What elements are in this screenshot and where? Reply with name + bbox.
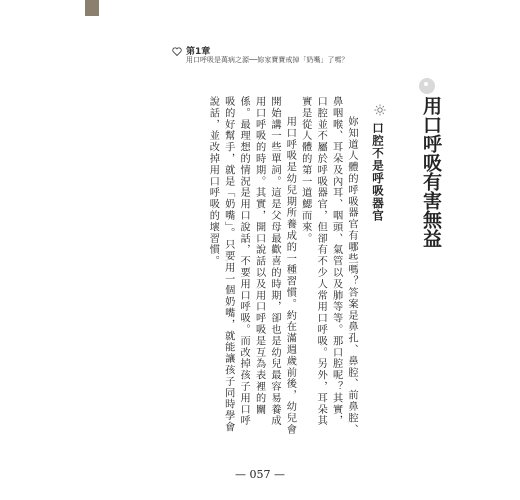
paragraph: 用口呼吸是幼兒期所養成的一種習慣。約在滿週歲前後，幼兒會開始講一些單詞。這是父母最歡喜的時期，卻也是幼兒最容易養成用口呼吸的時期。其實，開口說話以及用口呼吸是互為表裡的關係。最理想的情況是用口說話，不要用口呼吸。而改掉孩子用口呼吸的好幫手，就是「奶嘴」。只要用一個奶嘴，就能讓孩子同時學會說話，並改掉用口呼吸的壞習慣。	[207, 96, 296, 436]
body-text	[205, 96, 359, 436]
title-bullet-icon	[419, 78, 435, 94]
sun-icon	[374, 104, 386, 116]
page-number: — 057 —	[235, 468, 285, 481]
chapter-label: 第1章	[186, 47, 211, 57]
chapter-subtitle: 用口呼吸是萬病之源──妳家寶寶戒掉「奶嘴」了嗎？	[186, 56, 349, 64]
page-title: 用口呼吸有害無益	[420, 96, 442, 248]
section-heading: 口腔不是呼吸器官	[371, 122, 385, 222]
paragraph: 妳知道人體的呼吸器官有哪些嗎？答案是鼻孔、鼻腔、前鼻腔、鼻咽喉、耳朵及內耳、咽頭、氣管以及肺等等。那口腔呢？其實，口腔並不屬於呼吸器官，但卻有不少人常用口呼吸。另外，耳朵其實是從人體的第一道鰓而來。	[299, 96, 357, 436]
heart-icon	[172, 47, 182, 56]
corner-decoration-block	[85, 0, 99, 16]
